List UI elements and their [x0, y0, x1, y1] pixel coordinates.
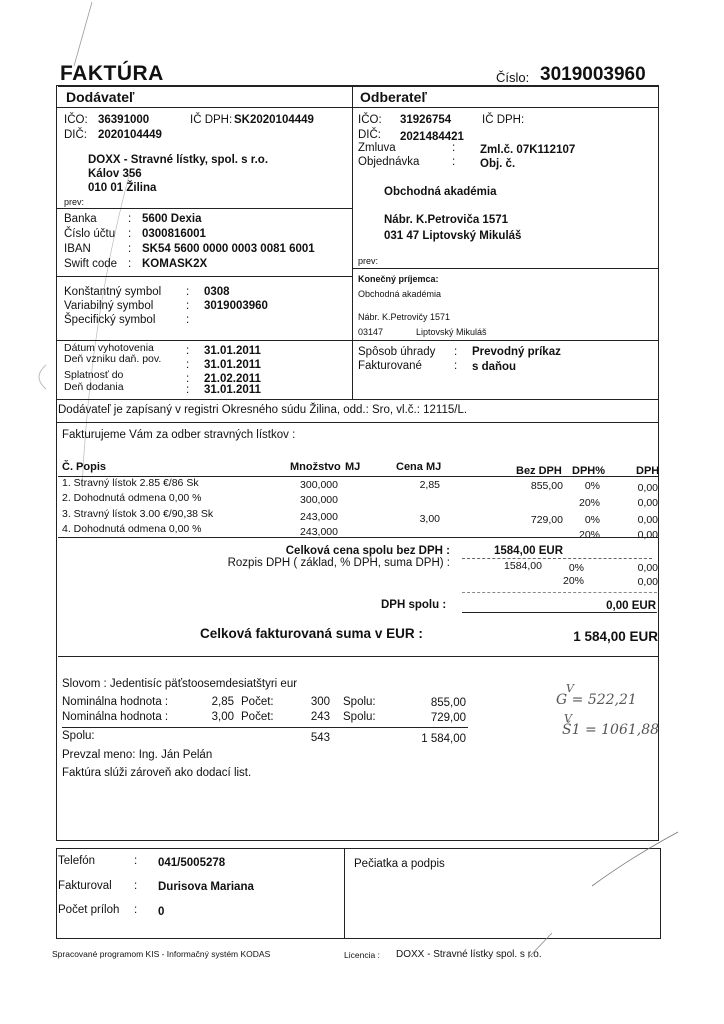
count-value-1: 300: [310, 696, 330, 708]
row-price: 2,85: [419, 479, 440, 491]
grand-total-label: Celková fakturovaná suma v EUR :: [200, 626, 423, 641]
due-date-label: Splatnosť do: [64, 369, 124, 381]
invoice-title: FAKTÚRA: [60, 62, 164, 85]
customer-dic: 2021484421: [400, 131, 464, 143]
recipient-heading: Konečný príjemca:: [358, 274, 439, 284]
contract-colon: :: [452, 142, 456, 154]
nominal-value-2: 3,00: [211, 711, 234, 723]
iban-label: IBAN: [64, 243, 91, 255]
customer-ico: 31926754: [400, 114, 452, 126]
issuer-label: Fakturoval: [58, 880, 112, 892]
const-symbol-label: Konštantný symbol: [64, 286, 162, 298]
breakdown-rate: 0%: [568, 562, 584, 574]
var-symbol-colon: :: [186, 300, 190, 312]
grand-total: 1 584,00 EUR: [573, 629, 658, 644]
bank-colon: :: [128, 213, 132, 225]
row-rate: 0%: [584, 480, 600, 492]
footer-divider: [344, 848, 345, 939]
const-symbol: 0308: [204, 286, 230, 298]
customer-name: Obchodná akadémia: [384, 186, 497, 198]
delivery-note: Faktúra slúži zároveň ako dodací list.: [62, 767, 252, 779]
account-value: 0300816001: [142, 228, 206, 240]
customer-prev: prev:: [358, 256, 379, 266]
license-label: Licencia :: [344, 950, 380, 960]
invoice-number: 3019003960: [540, 64, 646, 85]
recipient-city: Liptovský Mikuláš: [416, 327, 487, 337]
delivery-date-colon: :: [186, 384, 190, 396]
swift-value: KOMASK2X: [142, 258, 208, 270]
recipient-name: Obchodná akadémia: [358, 289, 442, 299]
net-total-label: Celková cena spolu bez DPH :: [285, 545, 450, 557]
received-by: Prevzal meno: Ing. Ján Pelán: [62, 749, 213, 761]
recipient-zip: 03147: [358, 327, 384, 337]
payment-method-label: Spôsob úhrady: [358, 346, 436, 358]
iban-value: SK54 5600 0000 0003 0081 6001: [142, 243, 315, 255]
row-vat: 0,00: [637, 482, 658, 494]
customer-heading: Odberateľ: [360, 89, 427, 105]
col-qty-header: Množstvo: [290, 461, 341, 473]
handwritten-note-2: G = 522,21: [556, 692, 637, 708]
row-desc: 2. Dohodnutá odmena 0,00 %: [62, 492, 202, 504]
supplier-dic-label: DIČ:: [64, 129, 87, 141]
registry-note: Dodávateľ je zapísaný v registri Okresného súdu Žilina, odd.: Sro, vl.č.: 12115/L.: [58, 404, 468, 416]
row-rate: 20%: [578, 529, 600, 541]
issue-date-label: Dátum vyhotovenia: [64, 342, 154, 354]
due-date: 21.02.2011: [204, 373, 261, 385]
sum-label-2: Spolu:: [343, 711, 376, 723]
supplier-name: DOXX - Stravné lístky, spol. s r.o.: [88, 154, 269, 166]
order-label: Objednávka: [358, 156, 420, 168]
col-price-header: Cena MJ: [396, 461, 442, 473]
summary-total-sum: 1 584,00: [421, 733, 466, 745]
account-label: Číslo účtu: [64, 228, 116, 240]
delivery-date-label: Deň dodania: [64, 381, 124, 393]
attachments-colon: :: [134, 904, 138, 916]
col-net-header: Bez DPH: [516, 465, 562, 477]
customer-icdph-label: IČ DPH:: [482, 114, 525, 126]
invoiced-colon: :: [454, 360, 458, 372]
net-total: 1584,00 EUR: [494, 545, 564, 557]
col-desc-header: Č. Popis: [62, 461, 107, 473]
breakdown-vat-2: 0,00: [637, 576, 658, 588]
table-bottom-rule: [58, 537, 658, 538]
vat-total-underline: [462, 612, 657, 613]
order-value: Obj. č.: [480, 158, 516, 170]
count-value-2: 243: [310, 711, 330, 723]
summary-total-label: Spolu:: [62, 730, 95, 742]
customer-dic-label: DIČ:: [358, 129, 381, 141]
row-rate: 0%: [584, 514, 600, 526]
row-desc: 4. Dohodnutá odmena 0,00 %: [62, 523, 202, 535]
contract-value: Zml.č. 07K112107: [480, 144, 576, 156]
phone-value: 041/5005278: [158, 857, 226, 869]
net-total-underline: [462, 558, 652, 559]
col-rate-header: DPH%: [572, 465, 606, 477]
row-price: 3,00: [419, 513, 440, 525]
sum-value-2: 729,00: [430, 712, 466, 724]
supplier-dic: 2020104449: [98, 129, 162, 141]
supplier-street: Kálov 356: [88, 168, 142, 180]
row-vat: 0,00: [637, 529, 658, 541]
items-intro: Fakturujeme Vám za odber stravných lístkov :: [62, 429, 296, 441]
supplier-city: 010 01 Žilina: [88, 182, 157, 194]
row-desc: 3. Stravný lístok 3.00 €/90,38 Sk: [62, 508, 214, 520]
amount-in-words: Slovom : Jedentisíc päťstoosemdesiatštyri eur: [62, 678, 298, 690]
row-qty: 300,000: [300, 479, 338, 491]
pen-stroke-top-left: [60, 0, 100, 70]
summary-total-count: 543: [310, 732, 330, 744]
supplier-ico-label: IČO:: [64, 114, 88, 126]
supplier-prev: prev:: [64, 197, 85, 207]
pen-mark-bottom: [526, 930, 556, 960]
customer-street: Nábr. K.Petroviča 1571: [384, 214, 509, 226]
issuer-value: Durisova Mariana: [158, 881, 254, 893]
payment-method-colon: :: [454, 346, 458, 358]
vat-total-label: DPH spolu :: [381, 599, 447, 611]
order-colon: :: [452, 156, 456, 168]
sum-value-1: 855,00: [430, 697, 466, 709]
supplier-icdph-label: IČ DPH:: [190, 114, 233, 126]
spec-symbol-label: Špecifický symbol: [64, 314, 156, 326]
bank-label: Banka: [64, 213, 97, 225]
due-date-colon: :: [186, 373, 190, 385]
row-qty: 300,000: [300, 494, 338, 506]
nominal-label-1: Nominálna hodnota :: [62, 696, 169, 708]
customer-ico-label: IČO:: [358, 114, 382, 126]
breakdown-vat: 0,00: [637, 562, 658, 574]
breakdown-rate-2: 20%: [562, 575, 584, 587]
supplier-heading: Dodávateľ: [66, 89, 135, 105]
handwritten-note-3: V: [564, 712, 572, 725]
grand-total-rule: [58, 656, 658, 657]
count-label-2: Počet:: [241, 711, 274, 723]
taxpoint-colon: :: [186, 359, 190, 371]
delivery-date: 31.01.2011: [204, 384, 261, 396]
issue-date: 31.01.2011: [204, 345, 261, 357]
attachments-value: 0: [158, 906, 165, 918]
issuer-colon: :: [134, 880, 138, 892]
supplier-symbols-rule: [56, 276, 352, 277]
supplier-bank-rule: [56, 208, 352, 209]
row-rate: 20%: [578, 497, 600, 509]
account-colon: :: [128, 228, 132, 240]
party-divider: [352, 85, 353, 399]
party-heading-rule: [56, 107, 659, 108]
supplier-icdph: SK2020104449: [234, 114, 314, 126]
taxpoint-date: 31.01.2011: [204, 359, 261, 371]
nominal-value-1: 2,85: [211, 696, 234, 708]
nominal-label-2: Nominálna hodnota :: [62, 711, 169, 723]
software-note: Spracované programom KIS - Informačný systém KODAS: [52, 949, 271, 959]
phone-colon: :: [134, 855, 138, 867]
vat-breakdown-label: Rozpis DPH ( základ, % DPH, suma DPH) :: [227, 557, 450, 569]
payment-method: Prevodný príkaz: [472, 346, 561, 358]
taxpoint-label: Deň vzniku daň. pov.: [64, 353, 162, 365]
attachments-label: Počet príloh: [58, 904, 120, 916]
summary-rule: [62, 727, 468, 728]
row-vat: 0,00: [637, 514, 658, 526]
row-net: 855,00: [530, 480, 563, 492]
swift-label: Swift code: [64, 258, 118, 270]
dates-bottom-rule: [56, 399, 659, 400]
punch-hole: [30, 362, 50, 392]
row-net: 729,00: [530, 514, 563, 526]
iban-colon: :: [128, 243, 132, 255]
stamp-label: Pečiatka a podpis: [354, 858, 445, 870]
recipient-street: Nábr. K.Petrovičy 1571: [358, 312, 451, 322]
var-symbol: 3019003960: [204, 300, 268, 312]
var-symbol-label: Variabilný symbol: [64, 300, 154, 312]
spec-symbol-colon: :: [186, 314, 190, 326]
supplier-ico: 36391000: [98, 114, 150, 126]
col-vat-header: DPH: [636, 465, 660, 477]
vat-total: 0,00 EUR: [606, 600, 656, 612]
recipient-rule: [352, 268, 659, 269]
issue-date-colon: :: [186, 345, 190, 357]
count-label-1: Počet:: [241, 696, 274, 708]
swift-colon: :: [128, 258, 132, 270]
handwritten-note-1: V: [566, 682, 574, 695]
contract-label: Zmluva: [358, 142, 396, 154]
license-value: DOXX - Stravné lístky spol. s r.o.: [396, 949, 542, 960]
const-symbol-colon: :: [186, 286, 190, 298]
breakdown-underline: [462, 592, 657, 593]
sum-label-1: Spolu:: [343, 696, 376, 708]
handwritten-note-4: Š1 = 1061,88: [562, 722, 660, 738]
signature-stroke: [590, 828, 680, 888]
bank-value: 5600 Dexia: [142, 213, 202, 225]
row-qty: 243,000: [300, 526, 338, 538]
invoice-number-label: Číslo:: [496, 70, 530, 85]
row-desc: 1. Stravný lístok 2.85 €/86 Sk: [62, 477, 199, 489]
dates-top-rule: [56, 340, 659, 341]
row-vat: 0,00: [637, 497, 658, 509]
customer-city: 031 47 Liptovský Mikuláš: [384, 230, 522, 242]
invoiced-label: Fakturované: [358, 360, 422, 372]
phone-label: Telefón: [58, 855, 96, 867]
row-qty: 243,000: [300, 511, 338, 523]
col-unit-header: MJ: [345, 461, 361, 473]
breakdown-base: 1584,00: [504, 560, 542, 572]
invoiced-value: s daňou: [472, 361, 517, 373]
